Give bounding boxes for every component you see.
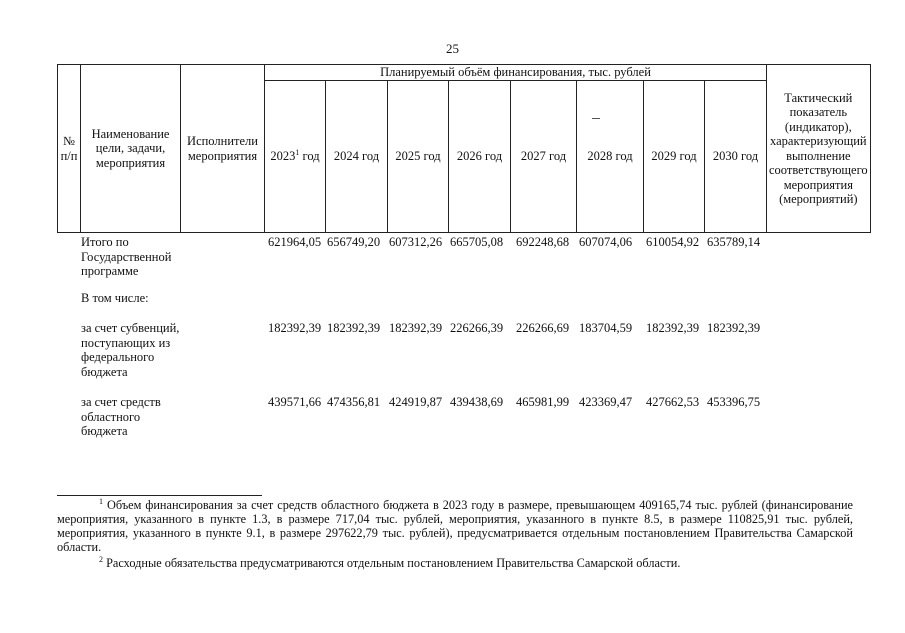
row-value: 607074,06 <box>579 235 633 249</box>
row-value: 635789,14 <box>707 235 761 249</box>
row-value: 656749,20 <box>327 235 381 249</box>
row-label: за счет средств областного бюджета <box>81 395 161 438</box>
header-num: № п/п <box>58 65 81 233</box>
header-year-2026: 2026 год <box>449 81 511 233</box>
header-year-2028: 2028 год <box>577 81 644 233</box>
row-value: 665705,08 <box>450 235 504 249</box>
row-label: за счет субвенций, поступающих из федерального бюджета <box>81 321 180 379</box>
header-year-2027: 2027 год <box>511 81 577 233</box>
row-value: 465981,99 <box>516 395 570 409</box>
row-value: 453396,75 <box>707 395 761 409</box>
header-financing: Планируемый объём финансирования, тыс. рублей <box>265 65 767 81</box>
row-value: 423369,47 <box>579 395 633 409</box>
row-value: 183704,59 <box>579 321 633 335</box>
row-value: 439438,69 <box>450 395 504 409</box>
header-year-2024: 2024 год <box>326 81 388 233</box>
header-year-2025: 2025 год <box>388 81 449 233</box>
header-year-2030: 2030 год <box>705 81 767 233</box>
header-executors: Исполнители мероприятия <box>181 65 265 233</box>
row-value: 424919,87 <box>389 395 443 409</box>
row-value: 474356,81 <box>327 395 381 409</box>
row-value: 621964,05 <box>268 235 322 249</box>
budget-table-header <box>57 64 871 233</box>
page-number: 25 <box>446 41 459 56</box>
row-value: 692248,68 <box>516 235 570 249</box>
row-value: 182392,39 <box>707 321 761 335</box>
row-label: Итого по Государственной программе <box>81 235 172 278</box>
header-indicator: Тактический показатель (индикатор), характеризующий выполнение соответствующего мероприятия (мероприятий) <box>767 65 871 233</box>
scan-mark <box>592 118 600 119</box>
footnote-divider <box>57 495 262 496</box>
row-value: 182392,39 <box>327 321 381 335</box>
row-value: 610054,92 <box>646 235 700 249</box>
footnote-1: $^1$ Объем финансирования за счет средств областного бюджета в 2023 году в размере, превышающем 409165,74 тыс. рублей (финансирование мероприятия, указанного в пункте 1.3, в размере 717,04 тыс. рублей, мероприятия, указанного в пункте 8.5, в размере 110825,91 тыс. рублей, мероприятия, указанного в пункте 9.1, в размере 297622,79 тыс. рублей), предусматривается отдельным постановлением Правительства Самарской области. <box>57 496 853 554</box>
row-label: В том числе: <box>81 291 149 305</box>
row-value: 226266,69 <box>516 321 570 335</box>
row-value: 182392,39 <box>268 321 322 335</box>
footnote-2: $^2$ Расходные обязательства предусматриваются отдельным постановлением Правительства Самарской области. <box>99 554 681 570</box>
row-value: 182392,39 <box>389 321 443 335</box>
header-year-2029: 2029 год <box>644 81 705 233</box>
header-year-2023: 2023$^1$ год <box>265 81 326 233</box>
header-name: Наименование цели, задачи, мероприятия <box>81 65 181 233</box>
row-value: 182392,39 <box>646 321 700 335</box>
row-value: 427662,53 <box>646 395 700 409</box>
row-value: 607312,26 <box>389 235 443 249</box>
row-value: 226266,39 <box>450 321 504 335</box>
row-value: 439571,66 <box>268 395 322 409</box>
